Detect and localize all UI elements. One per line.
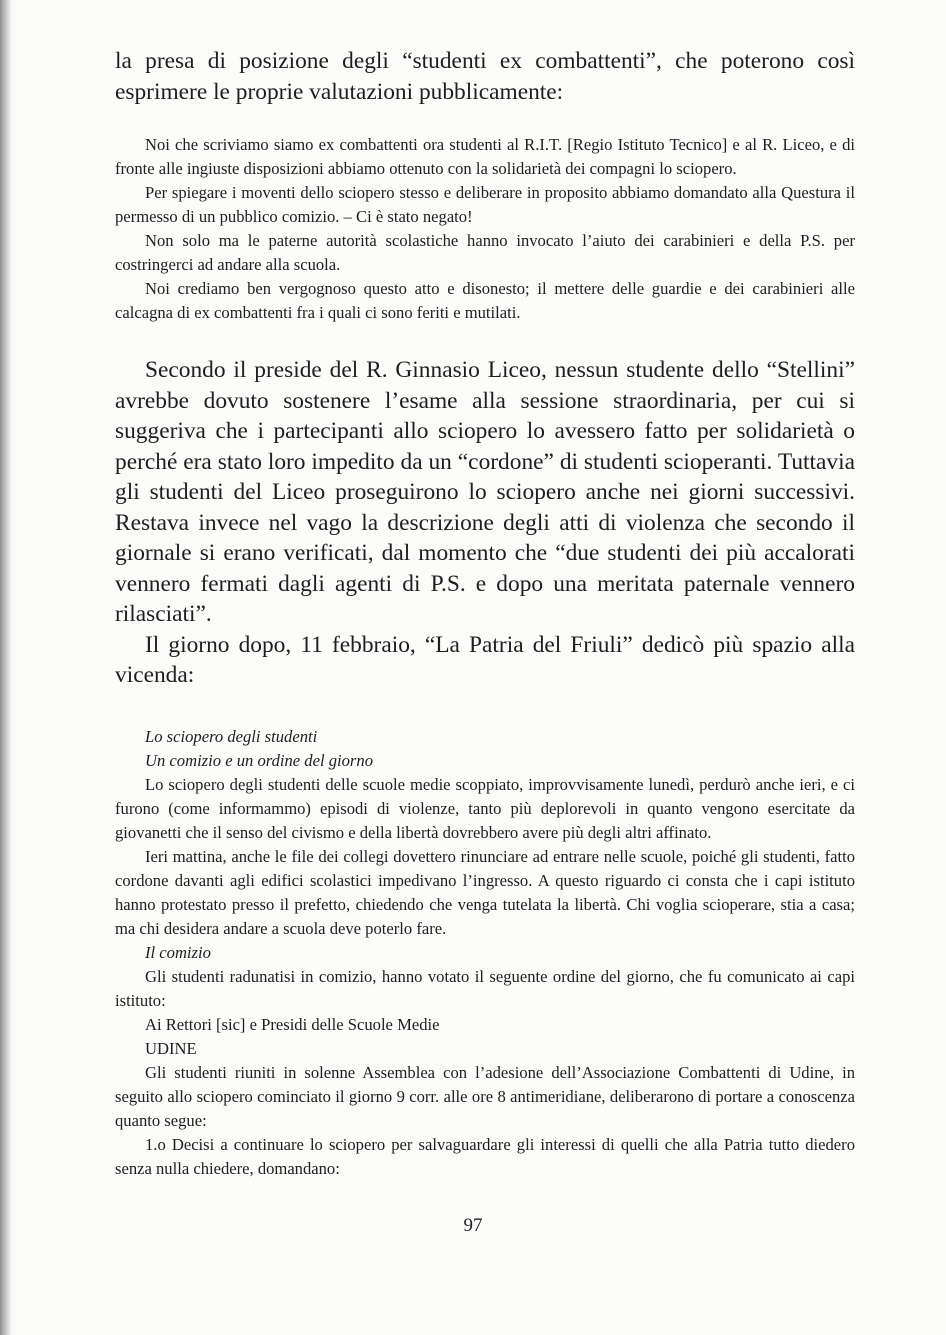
quote-1-paragraph-4: Noi crediamo ben vergognoso questo atto e disonesto; il mettere delle guardie e dei carabinieri alle calcagna di ex combattenti fra i quali ci sono feriti e mutilati. [115,279,855,322]
body-paragraph-1: Secondo il preside del R. Ginnasio Liceo, nessun studente dello “Stellini” avrebbe dovuto sostenere l’esame alla sessione straordinaria, per cui si suggeriva che i partecipanti allo sciopero lo avessero fatto per solidarietà o perché era stato loro impedito da un “cordone” di studenti scioperanti. Tuttavia gli studenti del Liceo proseguirono lo sciopero anche nei giorni successivi. Restava invece nel vago la descrizione degli atti di violenza che secondo il giornale si erano verificati, dal momento che “due studenti dei più accalorati vennero fermati dagli agenti di P.S. e dopo una meritata paternale vennero rilasciati”. [115,357,855,627]
intro-paragraph: la presa di posizione degli “studenti ex combattenti”, che poterono così esprimere le proprie valutazioni pubblicamente: [115,48,855,105]
document-page [115,46,855,1181]
quote-2-addressee: Ai Rettori [sic] e Presidi delle Scuole Medie [145,1014,440,1034]
quote-2-paragraph-5: 1.o Decisi a continuare lo sciopero per salvaguardare gli interessi di quelli che alla Patria tutto diedero senza nulla chiedere, domandano: [115,1134,855,1178]
page-number: 97 [463,1215,483,1236]
quote-1-paragraph-1: Noi che scriviamo siamo ex combattenti ora studenti al R.I.T. [Regio Istituto Tecnico] e al R. Liceo, e di fronte alle ingiuste disposizioni abbiamo ottenuto con la solidarietà dei compagni lo sciopero. [115,135,855,178]
quote-2-heading-2: Un comizio e un ordine del giorno [145,750,373,770]
quote-2-paragraph-4: Gli studenti riuniti in solenne Assemblea con l’adesione dell’Associazione Combattenti di Udine, in seguito allo sciopero cominciato il giorno 9 corr. alle ore 8 antimeridiane, deliberarono di portare a conoscenza quanto segue: [115,1062,855,1130]
quote-block-newspaper [115,725,855,1181]
quote-2-paragraph-3: Gli studenti radunatisi in comizio, hanno votato il seguente ordine del giorno, che fu comunicato ai capi istituto: [115,966,855,1010]
quote-1-paragraph-3: Non solo ma le paterne autorità scolastiche hanno invocato l’aiuto dei carabinieri e della P.S. per costringerci ad andare alla scuola. [115,231,855,274]
quote-2-heading-3: Il comizio [145,942,211,962]
quote-2-city: UDINE [145,1038,197,1058]
quote-2-heading-1: Lo sciopero degli studenti [145,726,318,746]
body-paragraph-2: Il giorno dopo, 11 febbraio, “La Patria del Friuli” dedicò più spazio alla vicenda: [115,631,855,688]
quote-block-students-letter [115,133,855,325]
quote-1-paragraph-2: Per spiegare i moventi dello sciopero stesso e deliberare in proposito abbiamo domandato alla Questura il permesso di un pubblico comizio. – Ci è stato negato! [115,183,855,226]
quote-2-paragraph-2: Ieri mattina, anche le file dei collegi dovettero rinunciare ad entrare nelle scuole, poiché gli studenti, fatto cordone davanti agli edifici scolastici impedivano l’ingresso. A questo riguardo ci consta che i capi istituto hanno protestato presso il prefetto, chiedendo che venga tutelata la libertà. Chi voglia scioperare, stia a casa; ma chi desidera andare a scuola deve poterlo fare. [115,846,855,938]
quote-2-paragraph-1: Lo sciopero degli studenti delle scuole medie scoppiato, improvvisamente lunedì, perdurò anche ieri, e ci furono (come informammo) episodi di violenze, tanto più deplorevoli in quanto vengono esercitate da giovanetti che il senso del civismo e della libertà dovrebbero avere più degli altri affinato. [115,774,855,842]
page-binding-shadow [0,0,12,1335]
